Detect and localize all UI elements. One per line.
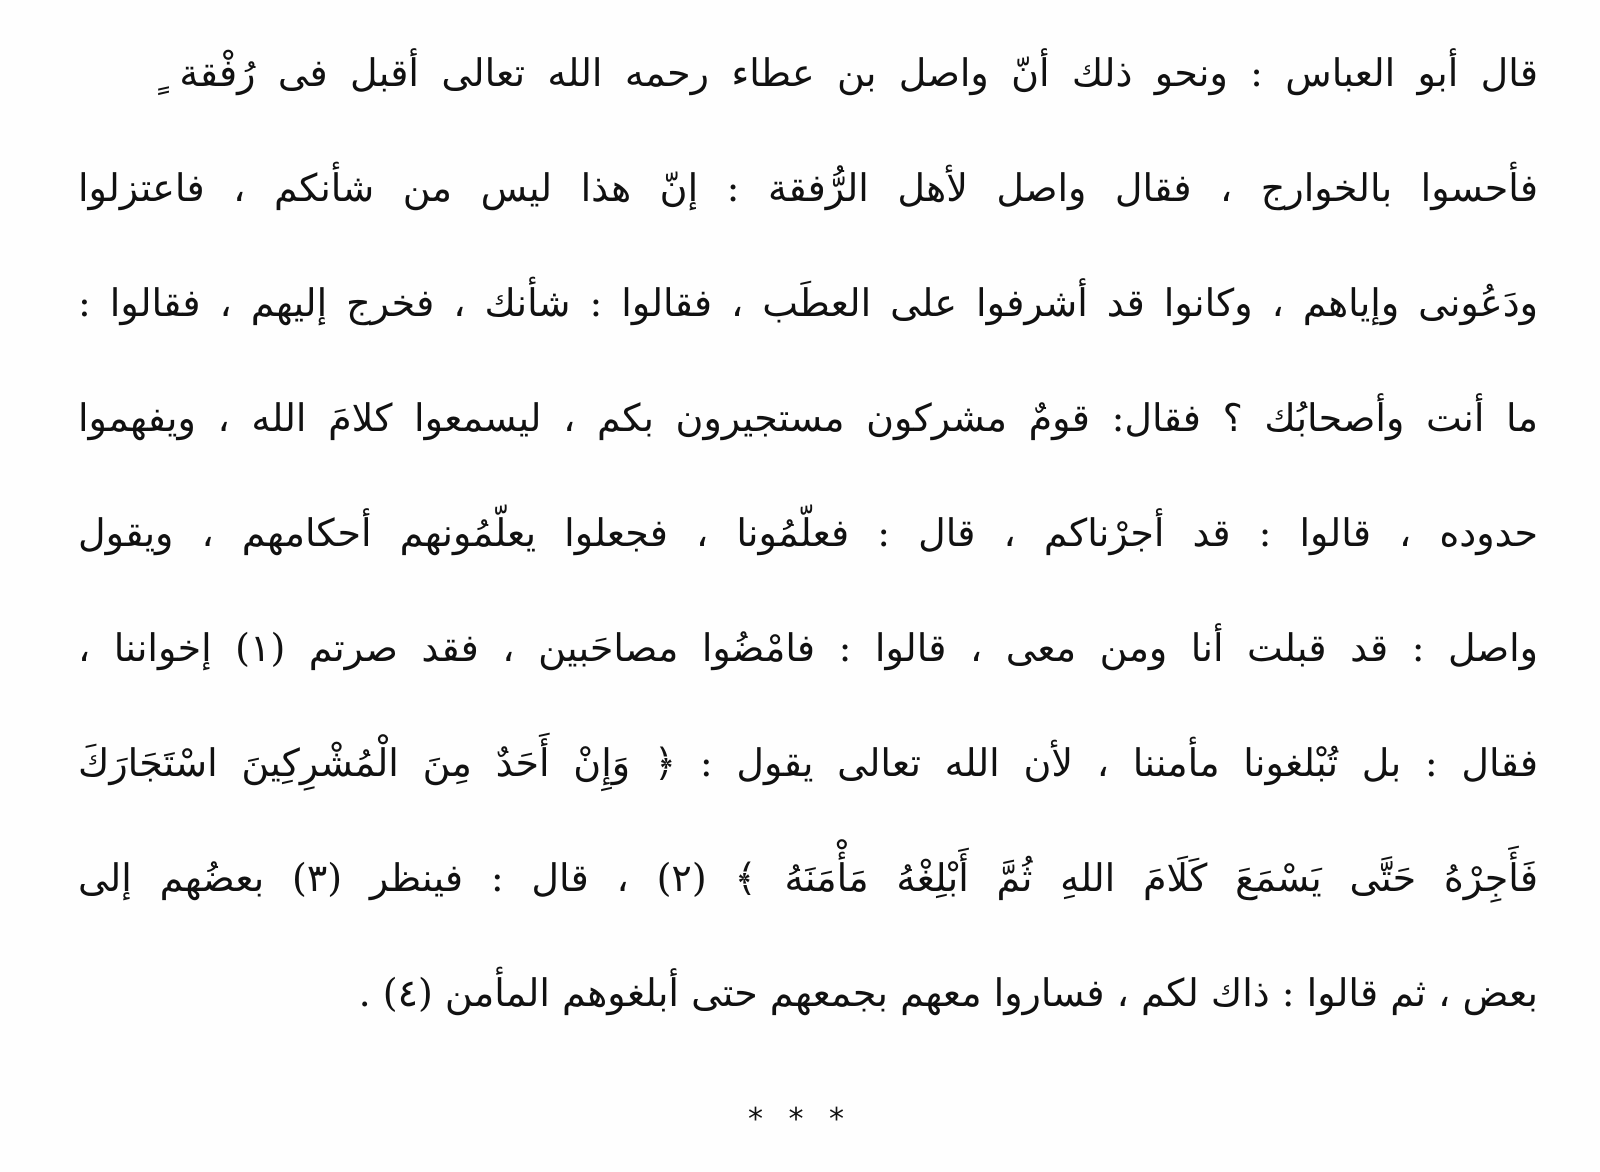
text-line-2: فأحسوا بالخوارج ، فقال واصل لأهل الرُّفقة : إنّ هذا ليس من شأنكم ، فاعتزلوا [78,166,1538,210]
section-separator: * * * [747,1102,853,1137]
text-line-8: فَأَجِرْهُ حَتَّى يَسْمَعَ كَلَامَ اللهِ ثُمَّ أَبْلِغْهُ مَأْمَنَهُ ﴾ (٢) ، قال : فينظر (٣) بعضُهم إلى [78,856,1539,900]
text-line-1: قال أبو العباس : ونحو ذلك أنّ واصل بن عطاء رحمه الله تعالى أقبل فى رُفْقة ٍ [158,51,1538,95]
text-line-4: ما أنت وأصحابُك ؟ فقال: قومٌ مشركون مستجيرون بكم ، ليسمعوا كلامَ الله ، ويفهموا [78,396,1538,440]
text-line-6: واصل : قد قبلت أنا ومن معى ، قالوا : فامْضُوا مصاحَبين ، فقد صرتم (١) إخواننا ، [78,626,1539,670]
text-line-7: فقال : بل تُبْلغونا مأمننا ، لأن الله تعالى يقول : ﴿ وَإِنْ أَحَدٌ مِنَ الْمُشْرِكِينَ اسْتَجَارَكَ [78,741,1538,785]
text-line-3: ودَعُونى وإياهم ، وكانوا قد أشرفوا على العطَب ، فقالوا : شأنك ، فخرج إليهم ، فقالوا : [78,281,1538,325]
text-line-9: بعض ، ثم قالوا : ذاك لكم ، فساروا معهم بجمعهم حتى أبلغوهم المأمن (٤) . [358,971,1538,1015]
text-line-5: حدوده ، قالوا : قد أجرْناكم ، قال : فعلّمُونا ، فجعلوا يعلّمُونهم أحكامهم ، ويقول [78,511,1538,555]
